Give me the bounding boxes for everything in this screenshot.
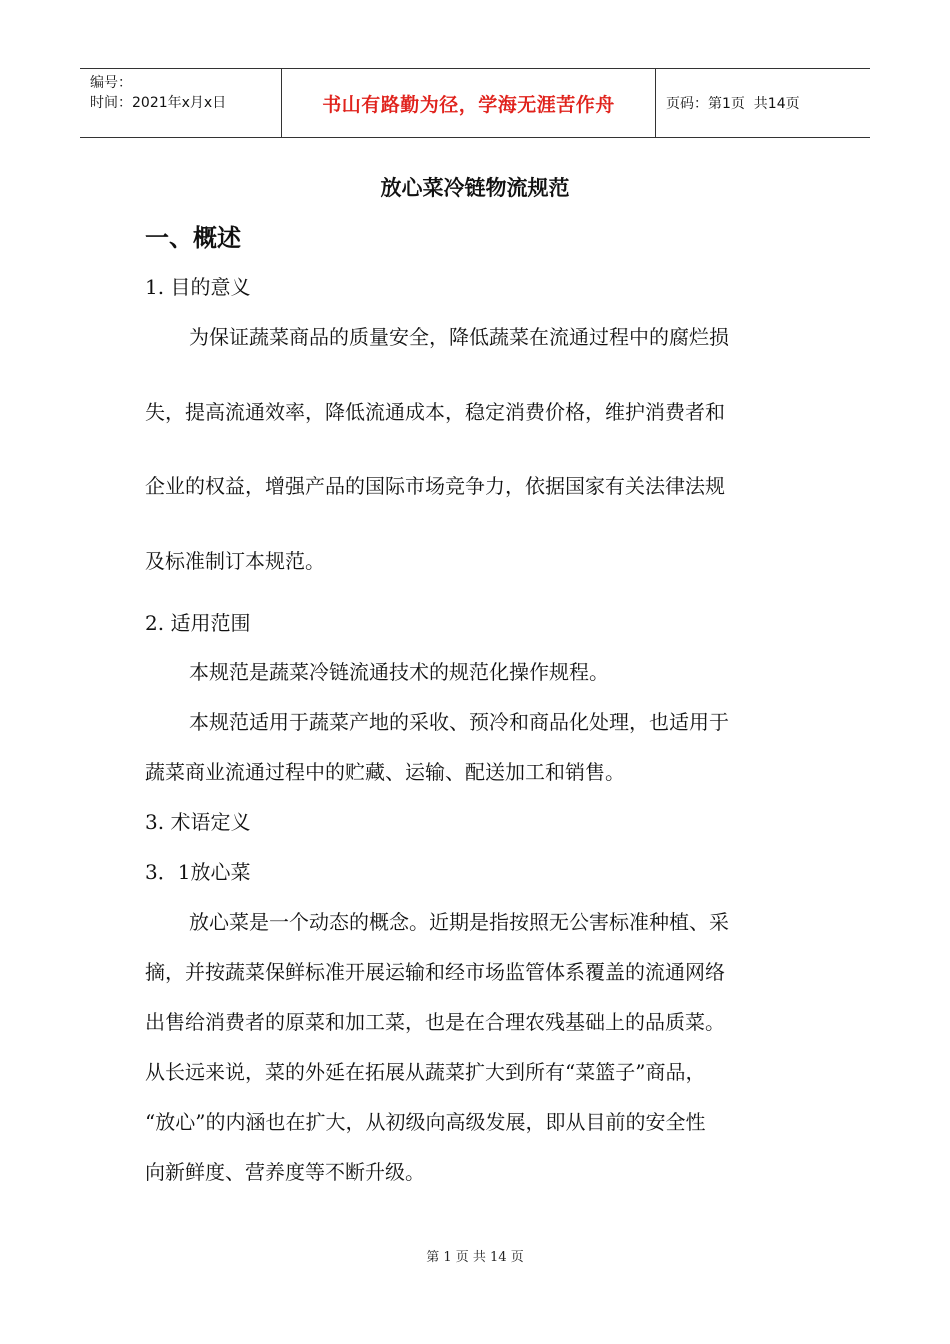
paragraph-line: 本规范适用于蔬菜产地的采收、预冷和商品化处理，也适用于 bbox=[189, 710, 729, 734]
paragraph-line: 摘，并按蔬菜保鲜标准开展运输和经市场监管体系覆盖的流通网络 bbox=[145, 960, 725, 984]
subsection-heading: 2. 适用范围 bbox=[145, 611, 251, 635]
subsection-heading: 3．1放心菜 bbox=[145, 860, 251, 884]
paragraph-line: 蔬菜商业流通过程中的贮藏、运输、配送加工和销售。 bbox=[145, 760, 625, 784]
paragraph-line: 失，提高流通效率，降低流通成本，稳定消费价格，维护消费者和 bbox=[145, 400, 725, 424]
motto-cell bbox=[282, 69, 656, 137]
paragraph-line: 为保证蔬菜商品的质量安全，降低蔬菜在流通过程中的腐烂损 bbox=[189, 325, 729, 349]
motto-text: 书山有路勤为径，学海无涯苦作舟 bbox=[322, 93, 615, 116]
number-label: 编号： bbox=[90, 75, 132, 91]
page-info: 页码：第1页 共14页 bbox=[666, 96, 800, 112]
paragraph-line: 放心菜是一个动态的概念。近期是指按照无公害标准种植、采 bbox=[189, 910, 729, 934]
document-title: 放心菜冷链物流规范 bbox=[380, 176, 570, 200]
paragraph-line: 企业的权益，增强产品的国际市场竞争力，依据国家有关法律法规 bbox=[145, 474, 725, 498]
time-label: 时间：2021年x月x日 bbox=[90, 95, 227, 111]
paragraph-line: 从长远来说，菜的外延在拓展从蔬菜扩大到所有“菜篮子”商品， bbox=[145, 1060, 706, 1084]
page-footer: 第 1 页 共 14 页 bbox=[426, 1250, 524, 1265]
section-heading: 一、概述 bbox=[145, 224, 241, 252]
paragraph-line: 向新鲜度、营养度等不断升级。 bbox=[145, 1160, 425, 1184]
paragraph-line: 及标准制订本规范。 bbox=[145, 549, 325, 573]
paragraph-line: 出售给消费者的原菜和加工菜，也是在合理农残基础上的品质菜。 bbox=[145, 1010, 725, 1034]
paragraph-line: “放心”的内涵也在扩大，从初级向高级发展，即从目前的安全性 bbox=[145, 1110, 706, 1134]
subsection-heading: 3. 术语定义 bbox=[145, 810, 251, 834]
paragraph-line: 本规范是蔬菜冷链流通技术的规范化操作规程。 bbox=[189, 660, 609, 684]
subsection-heading: 1. 目的意义 bbox=[145, 275, 251, 299]
document-header bbox=[80, 68, 870, 138]
header-meta-cell bbox=[80, 69, 282, 137]
page-info-cell bbox=[656, 69, 870, 137]
